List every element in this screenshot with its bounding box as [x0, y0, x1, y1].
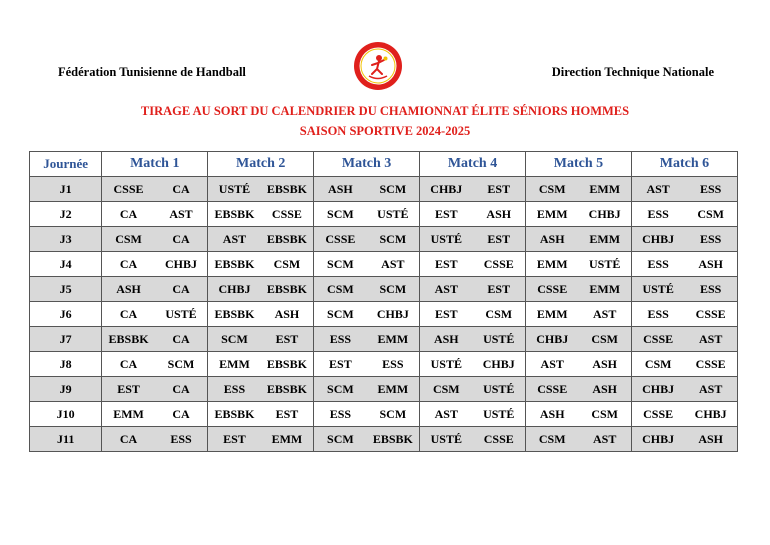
home-team-cell: CHBJ	[631, 377, 684, 402]
away-team-cell: CSM	[261, 252, 314, 277]
journee-cell: J1	[30, 177, 102, 202]
journee-cell: J5	[30, 277, 102, 302]
away-team-cell: CSSE	[684, 302, 737, 327]
journee-cell: J6	[30, 302, 102, 327]
home-team-cell: EBSBK	[208, 202, 261, 227]
home-team-cell: USTÉ	[208, 177, 261, 202]
home-team-cell: CHBJ	[631, 227, 684, 252]
away-team-cell: CHBJ	[578, 202, 631, 227]
away-team-cell: EST	[473, 227, 526, 252]
home-team-cell: CSM	[631, 352, 684, 377]
direction-name: Direction Technique Nationale	[551, 65, 714, 79]
journee-cell: J7	[30, 327, 102, 352]
table-row	[30, 202, 738, 227]
header-match-6: Match 6	[631, 152, 737, 177]
away-team-cell: ASH	[578, 352, 631, 377]
home-team-cell: EBSBK	[208, 402, 261, 427]
away-team-cell: CHBJ	[155, 252, 208, 277]
away-team-cell: CSSE	[473, 427, 526, 452]
away-team-cell: CSM	[473, 302, 526, 327]
home-team-cell: ASH	[314, 177, 367, 202]
away-team-cell: SCM	[367, 402, 420, 427]
away-team-cell: EMM	[261, 427, 314, 452]
away-team-cell: USTÉ	[367, 202, 420, 227]
header-match-4: Match 4	[420, 152, 526, 177]
home-team-cell: CA	[102, 427, 155, 452]
home-team-cell: CSM	[102, 227, 155, 252]
home-team-cell: EST	[420, 302, 473, 327]
away-team-cell: EMM	[367, 377, 420, 402]
home-team-cell: EMM	[526, 302, 579, 327]
away-team-cell: USTÉ	[578, 252, 631, 277]
away-team-cell: EBSBK	[261, 227, 314, 252]
home-team-cell: SCM	[208, 327, 261, 352]
home-team-cell: SCM	[314, 427, 367, 452]
away-team-cell: SCM	[367, 177, 420, 202]
away-team-cell: CHBJ	[473, 352, 526, 377]
away-team-cell: ESS	[684, 227, 737, 252]
home-team-cell: AST	[208, 227, 261, 252]
home-team-cell: SCM	[314, 302, 367, 327]
home-team-cell: ESS	[208, 377, 261, 402]
away-team-cell: EMM	[578, 177, 631, 202]
away-team-cell: ESS	[367, 352, 420, 377]
home-team-cell: AST	[420, 402, 473, 427]
table-row	[30, 277, 738, 302]
home-team-cell: USTÉ	[420, 352, 473, 377]
away-team-cell: AST	[578, 302, 631, 327]
away-team-cell: CSSE	[473, 252, 526, 277]
away-team-cell: AST	[155, 202, 208, 227]
home-team-cell: CA	[102, 352, 155, 377]
home-team-cell: ASH	[102, 277, 155, 302]
home-team-cell: EST	[208, 427, 261, 452]
home-team-cell: EMM	[526, 252, 579, 277]
home-team-cell: CA	[102, 252, 155, 277]
home-team-cell: AST	[420, 277, 473, 302]
away-team-cell: CA	[155, 377, 208, 402]
away-team-cell: EMM	[578, 277, 631, 302]
table-row	[30, 427, 738, 452]
table-row	[30, 227, 738, 252]
away-team-cell: ESS	[684, 277, 737, 302]
home-team-cell: ASH	[526, 402, 579, 427]
season-subtitle: SAISON SPORTIVE 2024-2025	[299, 124, 471, 138]
away-team-cell: SCM	[367, 277, 420, 302]
home-team-cell: EBSBK	[102, 327, 155, 352]
home-team-cell: CSSE	[631, 402, 684, 427]
home-team-cell: ESS	[314, 327, 367, 352]
home-team-cell: ASH	[420, 327, 473, 352]
table-row	[30, 402, 738, 427]
schedule-table	[29, 151, 738, 452]
header-match-3: Match 3	[314, 152, 420, 177]
away-team-cell: AST	[684, 327, 737, 352]
away-team-cell: ASH	[578, 377, 631, 402]
home-team-cell: SCM	[314, 377, 367, 402]
away-team-cell: EST	[261, 402, 314, 427]
away-team-cell: CA	[155, 277, 208, 302]
header-match-5: Match 5	[526, 152, 632, 177]
away-team-cell: ASH	[473, 202, 526, 227]
home-team-cell: AST	[631, 177, 684, 202]
table-row	[30, 302, 738, 327]
table-row	[30, 252, 738, 277]
federation-logo	[352, 40, 404, 92]
away-team-cell: USTÉ	[155, 302, 208, 327]
home-team-cell: USTÉ	[631, 277, 684, 302]
journee-cell: J4	[30, 252, 102, 277]
journee-cell: J3	[30, 227, 102, 252]
journee-cell: J9	[30, 377, 102, 402]
document-title: TIRAGE AU SORT DU CALENDRIER DU CHAMIONNAT ÉLITE SÉNIORS HOMMES	[140, 104, 630, 118]
table-row	[30, 377, 738, 402]
away-team-cell: AST	[367, 252, 420, 277]
away-team-cell: AST	[684, 377, 737, 402]
away-team-cell: CA	[155, 177, 208, 202]
home-team-cell: EST	[102, 377, 155, 402]
journee-cell: J2	[30, 202, 102, 227]
away-team-cell: ESS	[684, 177, 737, 202]
away-team-cell: SCM	[367, 227, 420, 252]
table-row	[30, 352, 738, 377]
header-journee: Journée	[30, 152, 102, 177]
away-team-cell: CSM	[578, 402, 631, 427]
table-row	[30, 327, 738, 352]
header-match-1: Match 1	[102, 152, 208, 177]
away-team-cell: EMM	[578, 227, 631, 252]
home-team-cell: CSSE	[102, 177, 155, 202]
home-team-cell: SCM	[314, 252, 367, 277]
away-team-cell: EBSBK	[261, 352, 314, 377]
home-team-cell: CHBJ	[420, 177, 473, 202]
home-team-cell: CSM	[314, 277, 367, 302]
home-team-cell: ESS	[631, 302, 684, 327]
away-team-cell: CHBJ	[367, 302, 420, 327]
away-team-cell: USTÉ	[473, 377, 526, 402]
home-team-cell: EST	[420, 252, 473, 277]
home-team-cell: CA	[102, 202, 155, 227]
home-team-cell: AST	[526, 352, 579, 377]
home-team-cell: EST	[420, 202, 473, 227]
header-match-2: Match 2	[208, 152, 314, 177]
away-team-cell: CHBJ	[684, 402, 737, 427]
home-team-cell: ESS	[631, 252, 684, 277]
away-team-cell: AST	[578, 427, 631, 452]
away-team-cell: CA	[155, 327, 208, 352]
table-row	[30, 177, 738, 202]
journee-cell: J10	[30, 402, 102, 427]
away-team-cell: CA	[155, 227, 208, 252]
home-team-cell: CSM	[420, 377, 473, 402]
away-team-cell: CSSE	[261, 202, 314, 227]
home-team-cell: EST	[314, 352, 367, 377]
home-team-cell: EMM	[526, 202, 579, 227]
away-team-cell: ASH	[261, 302, 314, 327]
home-team-cell: USTÉ	[420, 427, 473, 452]
home-team-cell: CHBJ	[631, 427, 684, 452]
home-team-cell: CHBJ	[208, 277, 261, 302]
home-team-cell: EMM	[102, 402, 155, 427]
away-team-cell: CA	[155, 402, 208, 427]
home-team-cell: CSSE	[314, 227, 367, 252]
home-team-cell: CSSE	[526, 277, 579, 302]
away-team-cell: EBSBK	[261, 277, 314, 302]
away-team-cell: EMM	[367, 327, 420, 352]
federation-name: Fédération Tunisienne de Handball	[58, 65, 246, 79]
home-team-cell: USTÉ	[420, 227, 473, 252]
journee-cell: J8	[30, 352, 102, 377]
away-team-cell: USTÉ	[473, 327, 526, 352]
home-team-cell: EMM	[208, 352, 261, 377]
home-team-cell: ASH	[526, 227, 579, 252]
away-team-cell: EST	[261, 327, 314, 352]
header-row	[30, 152, 738, 177]
away-team-cell: ESS	[155, 427, 208, 452]
home-team-cell: CSM	[526, 177, 579, 202]
away-team-cell: EBSBK	[261, 377, 314, 402]
away-team-cell: ASH	[684, 252, 737, 277]
home-team-cell: CHBJ	[526, 327, 579, 352]
journee-cell: J11	[30, 427, 102, 452]
home-team-cell: EBSBK	[208, 302, 261, 327]
home-team-cell: EBSBK	[208, 252, 261, 277]
away-team-cell: EBSBK	[367, 427, 420, 452]
home-team-cell: ESS	[631, 202, 684, 227]
away-team-cell: USTÉ	[473, 402, 526, 427]
away-team-cell: EBSBK	[261, 177, 314, 202]
away-team-cell: CSM	[578, 327, 631, 352]
away-team-cell: SCM	[155, 352, 208, 377]
away-team-cell: EST	[473, 277, 526, 302]
home-team-cell: CSSE	[631, 327, 684, 352]
away-team-cell: CSM	[684, 202, 737, 227]
home-team-cell: SCM	[314, 202, 367, 227]
away-team-cell: EST	[473, 177, 526, 202]
home-team-cell: ESS	[314, 402, 367, 427]
away-team-cell: CSSE	[684, 352, 737, 377]
home-team-cell: CSM	[526, 427, 579, 452]
home-team-cell: CSSE	[526, 377, 579, 402]
away-team-cell: ASH	[684, 427, 737, 452]
home-team-cell: CA	[102, 302, 155, 327]
